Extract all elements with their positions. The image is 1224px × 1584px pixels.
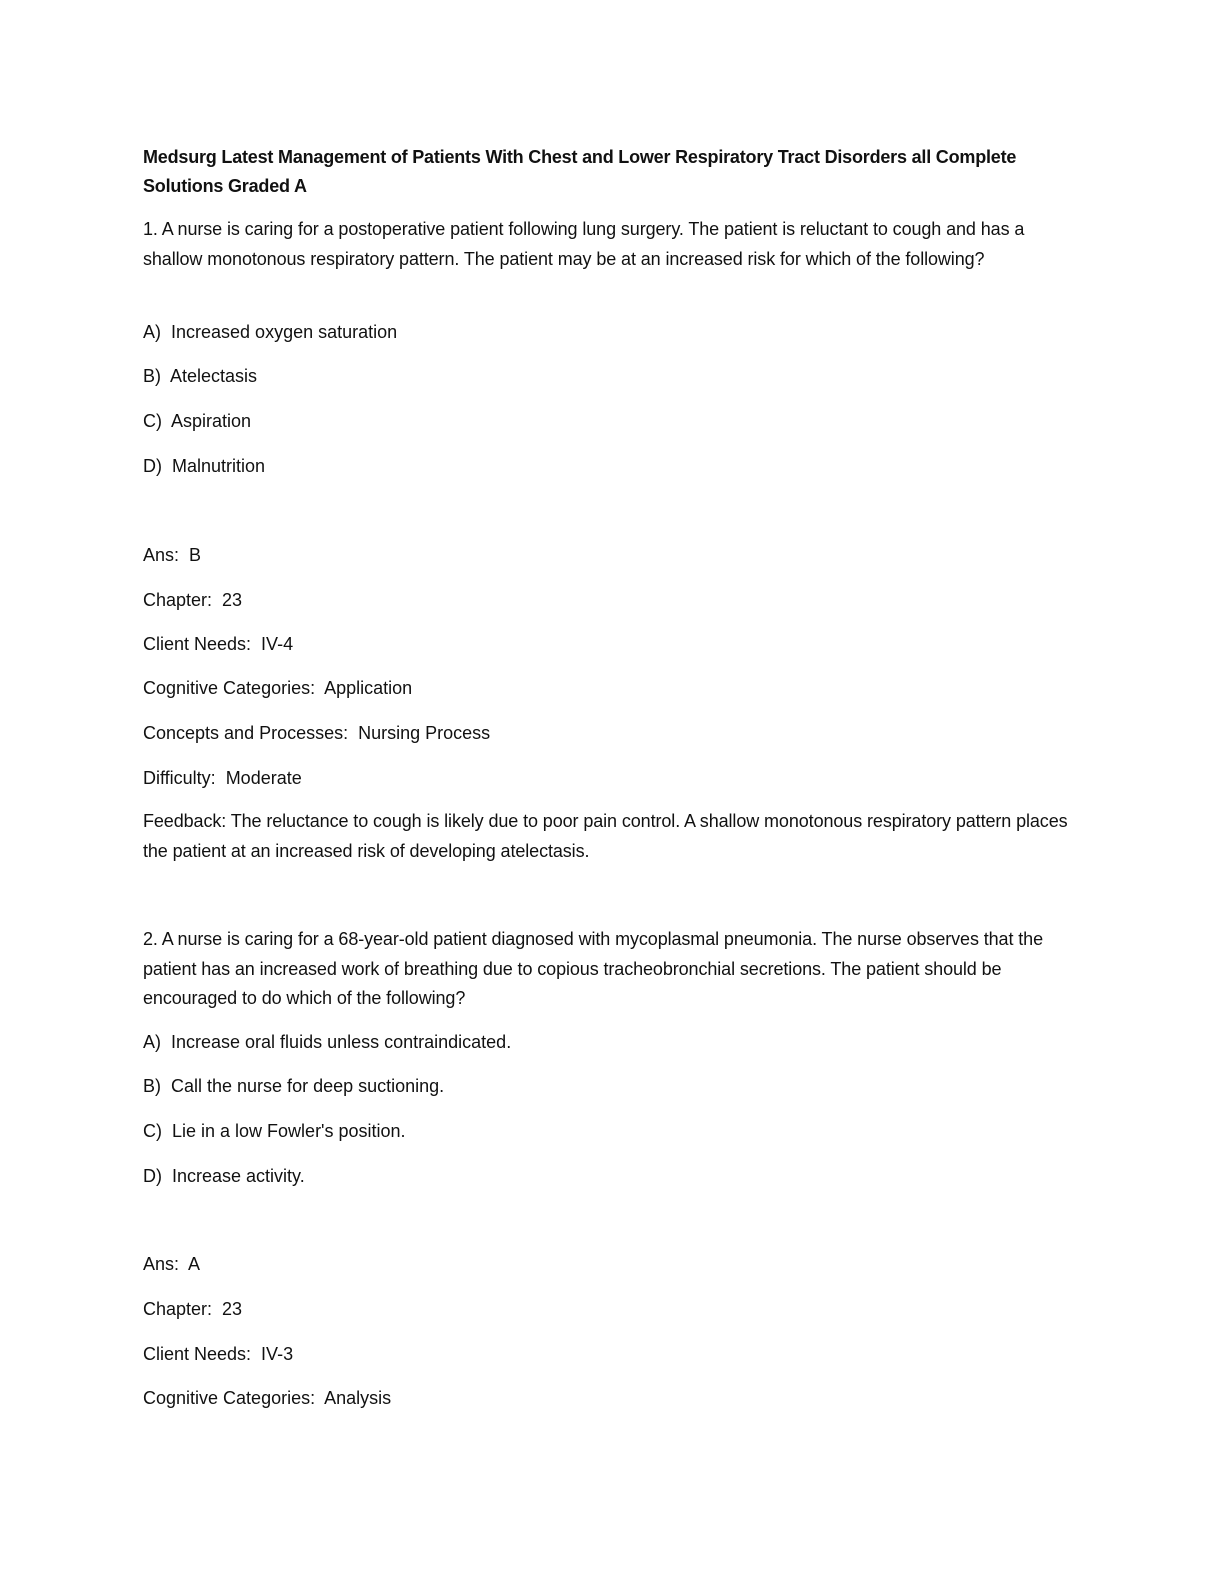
question-1-option-d: D) Malnutrition — [143, 456, 266, 476]
question-1-option-b: B) Atelectasis — [143, 366, 258, 386]
document-title: Medsurg Latest Management of Patients With Chest and Lower Respiratory Tract Disorders all Complete Solutions Graded A — [143, 147, 1017, 196]
question-1-answer: Ans: B — [143, 545, 202, 565]
question-2-stem: 2. A nurse is caring for a 68-year-old patient diagnosed with mycoplasmal pneumonia. The nurse observes that the patient has an increased work of breathing due to copious tracheobronchial secretions. The patient should be encouraged to do which of the following? — [143, 929, 1043, 1008]
question-1-difficulty: Difficulty: Moderate — [143, 768, 302, 788]
question-1-option-a: A) Increased oxygen saturation — [143, 322, 398, 342]
question-1-option-c: C) Aspiration — [143, 411, 252, 431]
question-2-option-a: A) Increase oral fluids unless contraindicated. — [143, 1032, 512, 1052]
question-2-option-d: D) Increase activity. — [143, 1166, 305, 1186]
question-1-stem: 1. A nurse is caring for a postoperative patient following lung surgery. The patient is reluctant to cough and has a shallow monotonous respiratory pattern. The patient may be at an increased risk for which of the following? — [143, 219, 1025, 269]
question-2-client-needs: Client Needs: IV-3 — [143, 1344, 294, 1364]
question-1-chapter: Chapter: 23 — [143, 590, 243, 610]
question-2-option-c: C) Lie in a low Fowler's position. — [143, 1121, 406, 1141]
question-1-client-needs: Client Needs: IV-4 — [143, 634, 294, 654]
question-1-feedback: Feedback: The reluctance to cough is likely due to poor pain control. A shallow monotonous respiratory pattern places the patient at an increased risk of developing atelectasis. — [143, 811, 1068, 861]
question-2-option-b: B) Call the nurse for deep suctioning. — [143, 1076, 445, 1096]
question-1-cognitive-categories: Cognitive Categories: Application — [143, 678, 413, 698]
question-2-chapter: Chapter: 23 — [143, 1299, 243, 1319]
question-2-answer: Ans: A — [143, 1254, 201, 1274]
question-2-cognitive-categories: Cognitive Categories: Analysis — [143, 1388, 392, 1408]
question-1-concepts-processes: Concepts and Processes: Nursing Process — [143, 723, 491, 743]
